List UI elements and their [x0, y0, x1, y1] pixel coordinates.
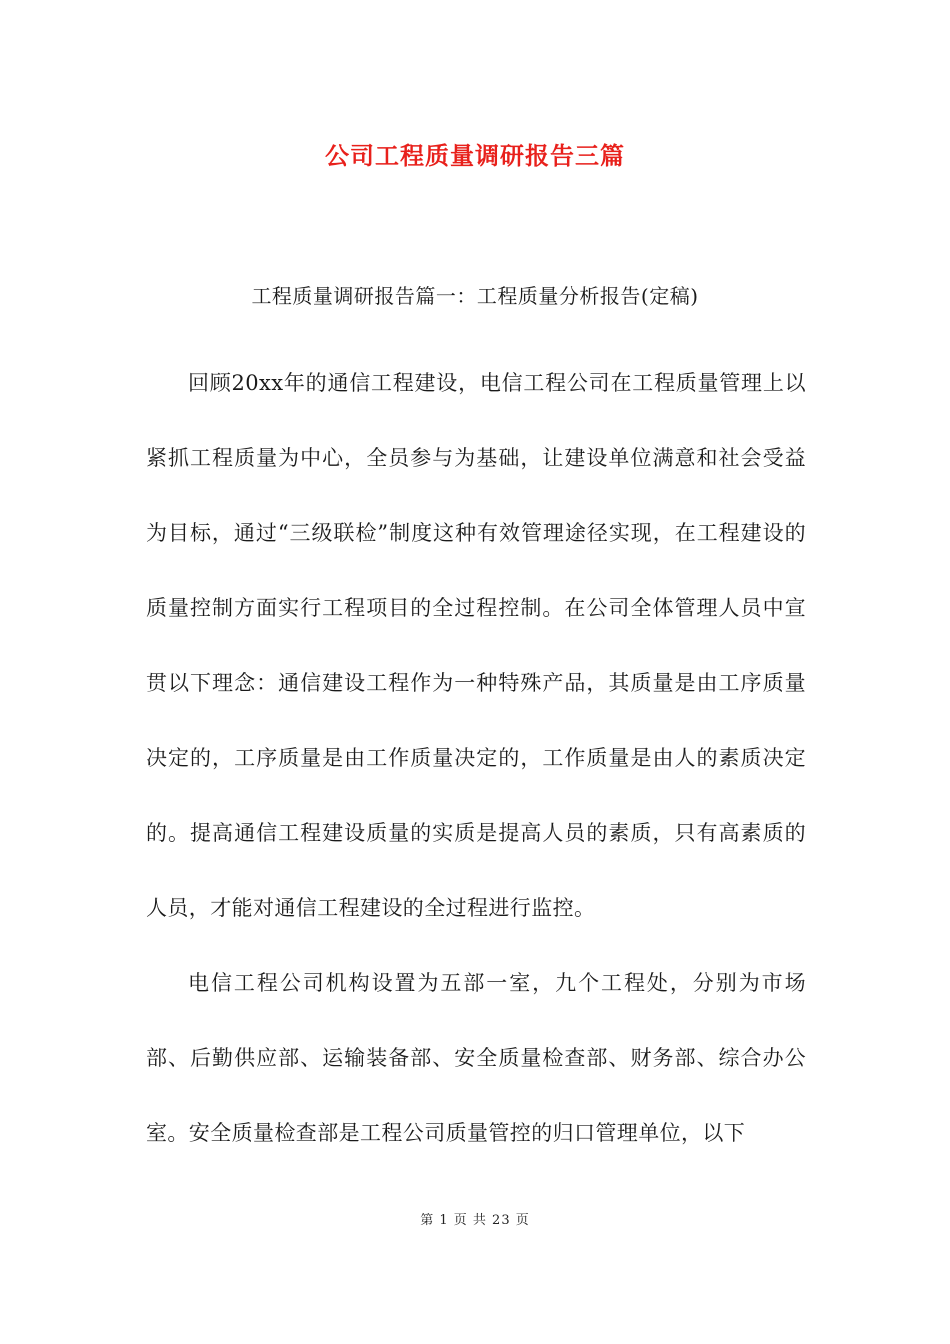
paragraph-2: 电信工程公司机构设置为五部一室，九个工程处，分别为市场部、后勤供应部、运输装备部、安全质量检查部、财务部、综合办公室。安全质量检查部是工程公司质量管控的归口管理单位，以下 [146, 971, 806, 1145]
page-number-footer: 第 1 页 共 23 页 [420, 1213, 530, 1228]
document-title: 公司工程质量调研报告三篇 [325, 141, 625, 170]
document-body [146, 346, 806, 1171]
paragraph-1: 回顾20xx年的通信工程建设，电信工程公司在工程质量管理上以紧抓工程质量为中心，全员参与为基础，让建设单位满意和社会受益为目标，通过“三级联检”制度这种有效管理途径实现，在工程建设的质量控制方面实行工程项目的全过程控制。在公司全体管理人员中宣贯以下理念：通信建设工程作为一种特殊产品，其质量是由工序质量决定的，工序质量是由工作质量决定的，工作质量是由人的素质决定的。提高通信工程建设质量的实质是提高人员的素质，只有高素质的人员，才能对通信工程建设的全过程进行监控。 [146, 371, 806, 920]
section-heading: 工程质量调研报告篇一：工程质量分析报告(定稿) [251, 284, 699, 308]
